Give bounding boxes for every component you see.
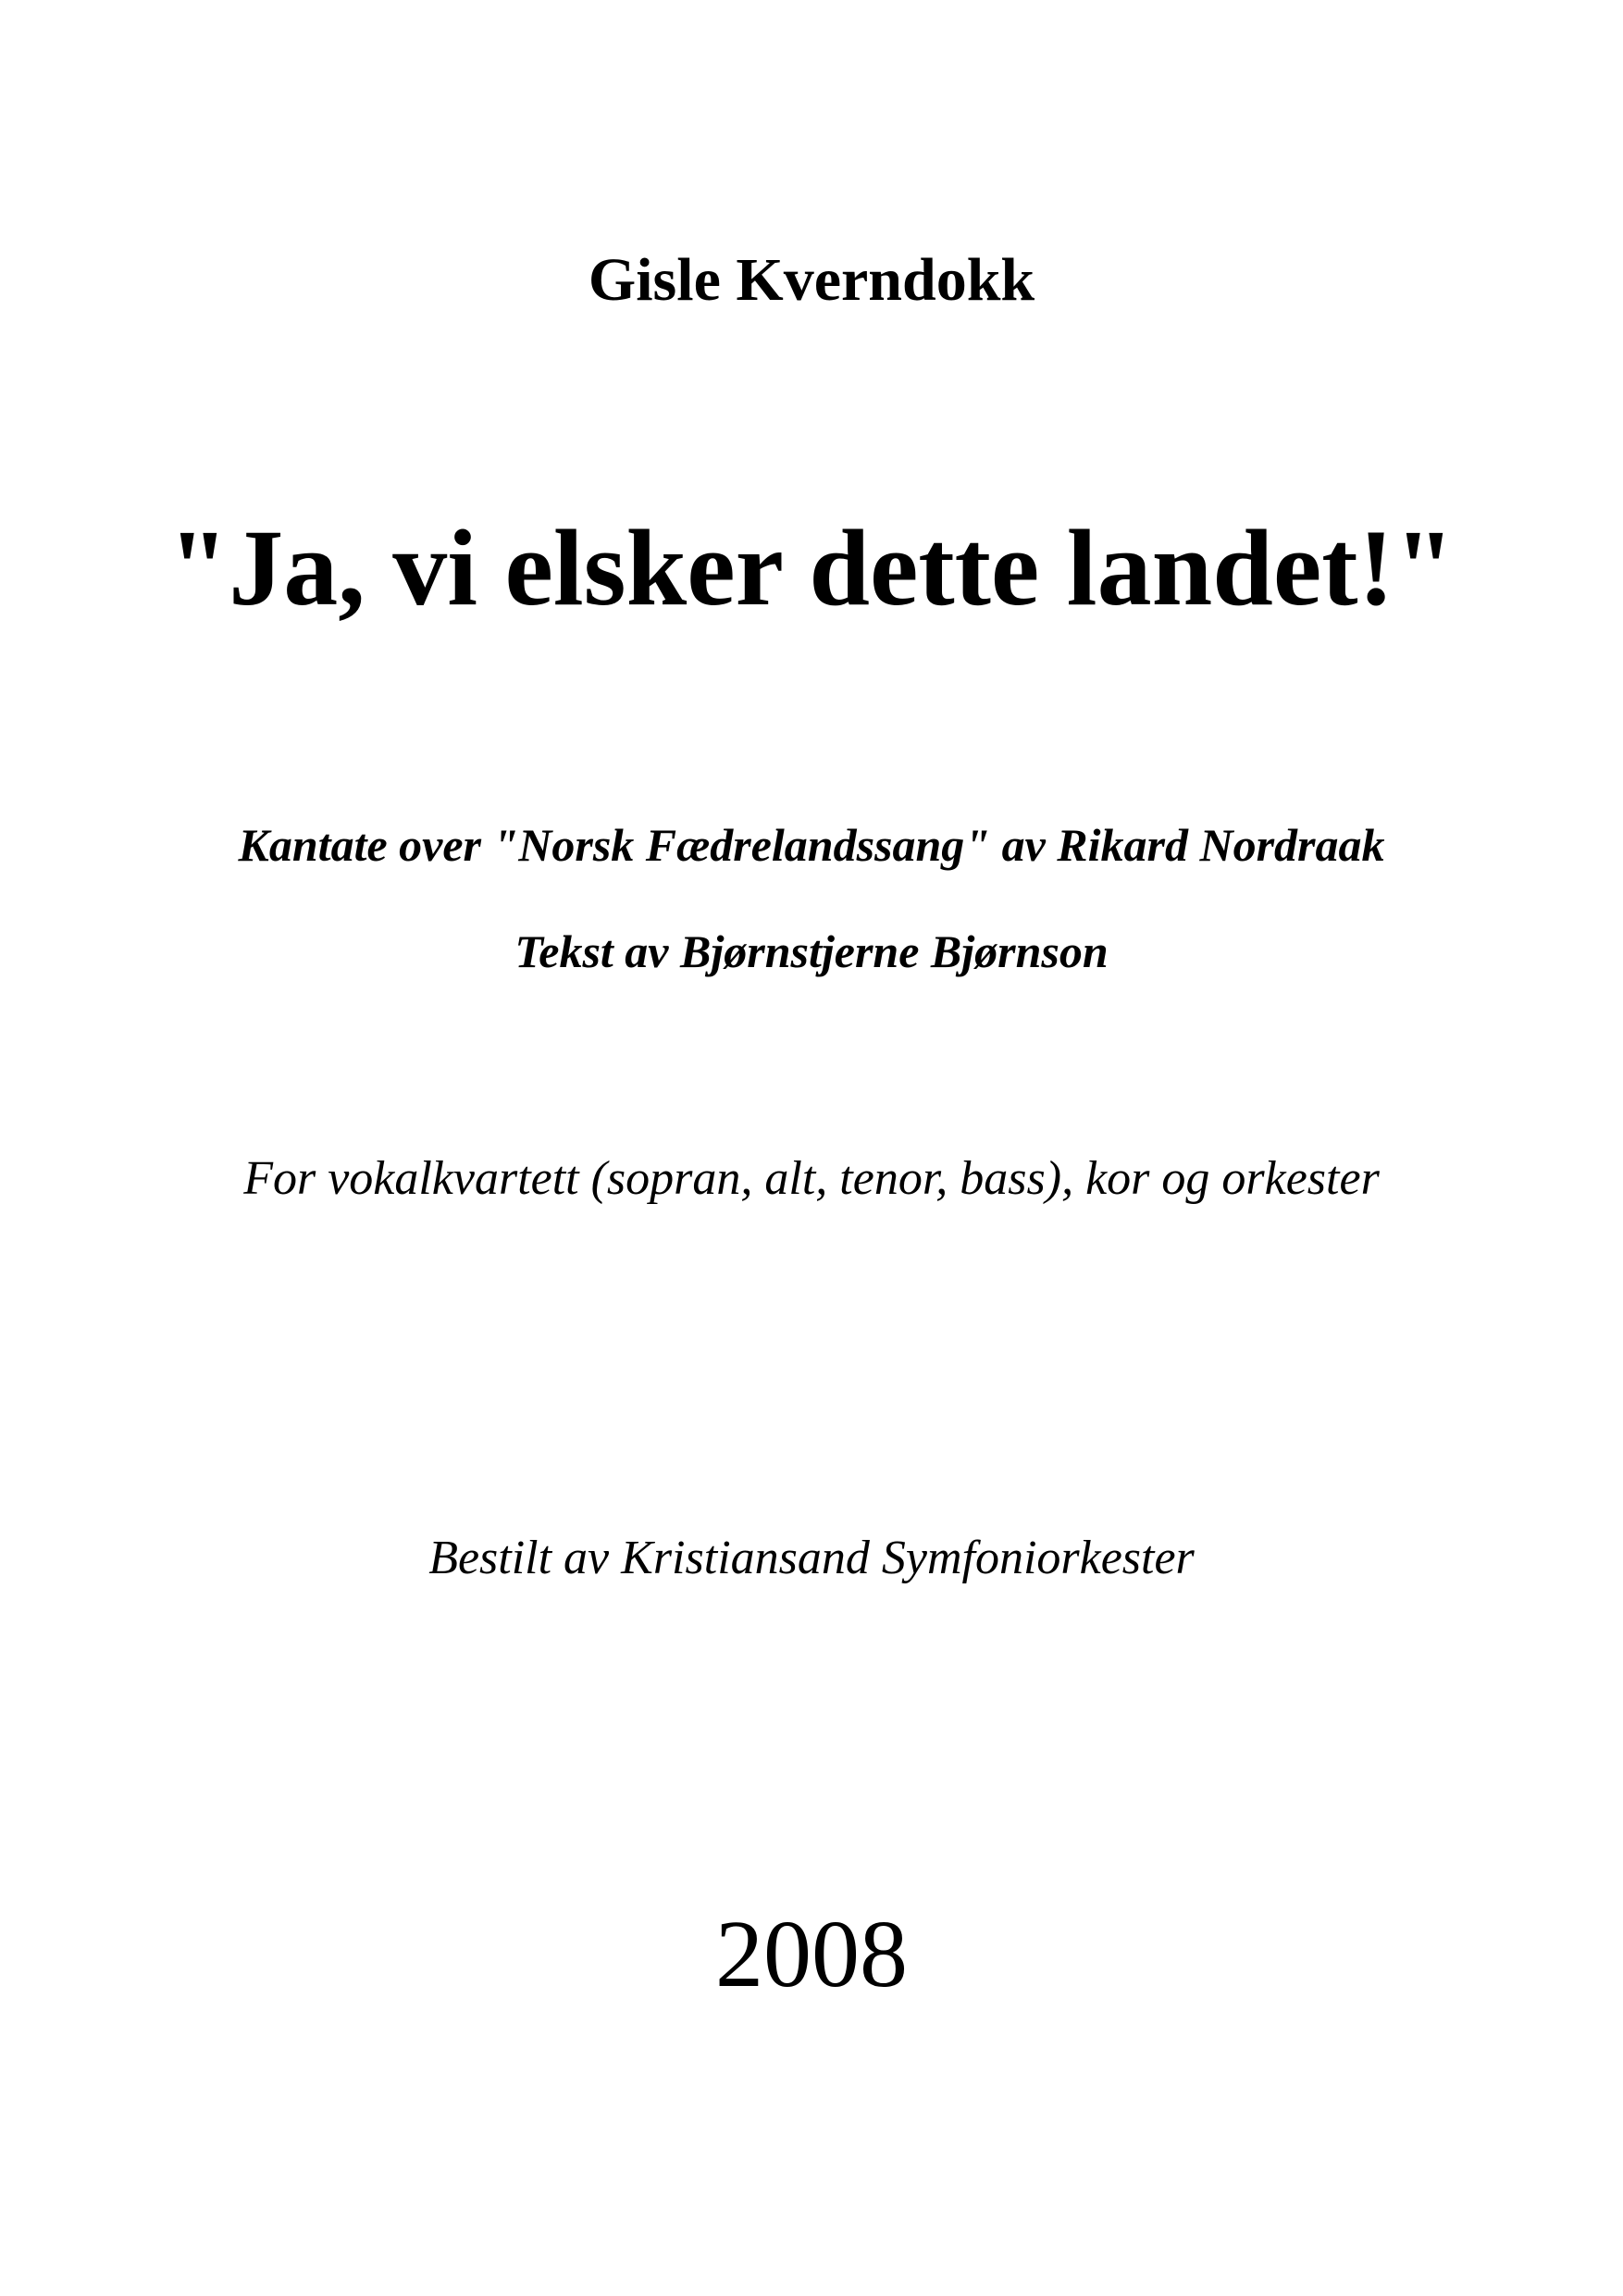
instrumentation: For vokalkvartett (sopran, alt, tenor, bass), kor og orkester (243, 1152, 1380, 1205)
composer-name: Gisle Kverndokk (588, 246, 1035, 314)
work-title: "Ja, vi elsker dette landet!" (167, 507, 1456, 628)
year: 2008 (715, 1901, 908, 2007)
work-subtitle: Kantate over "Norsk Fædrelandssang" av Rikard Nordraak (238, 819, 1385, 871)
text-credit: Tekst av Bjørnstjerne Bjørnson (514, 925, 1109, 977)
commission-note: Bestilt av Kristiansand Symfoniorkester (428, 1532, 1195, 1584)
